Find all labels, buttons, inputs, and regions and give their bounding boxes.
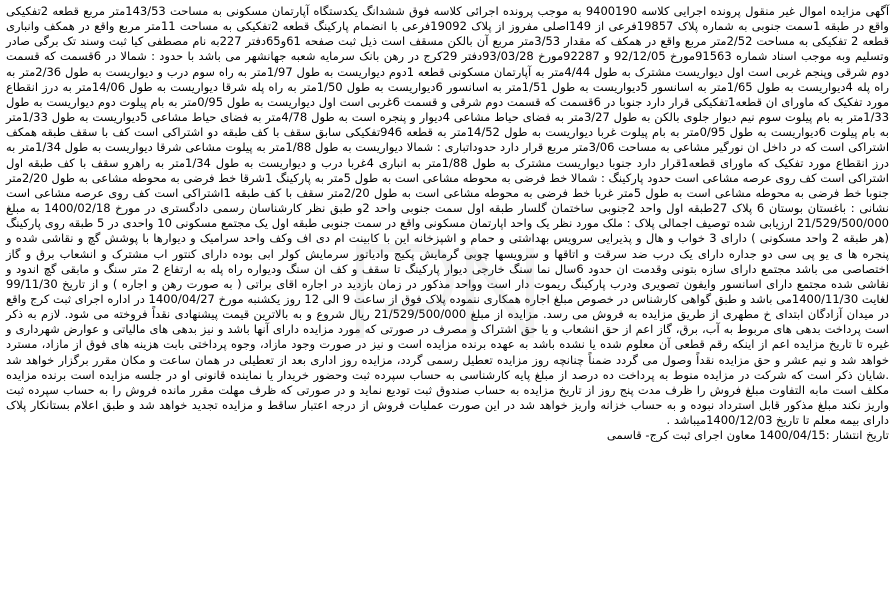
notice-footer-text: تاریخ انتشار :1400/04/15 معاون اجرای ثبت کرج- قاسمی [606, 428, 889, 443]
notice-body-text: آگهی مزایده اموال غیر منقول پرونده اجرایی کلاسه 9400190 به موجب پرونده اجرائی کلاسه فوق ششدانگ یکدستگاه آپارتمان مسکونی به مساحت 143/53متر مربع قطعه 2تفکیکی واقع در طبقه 1سمت جنوبی به شماره پلاک 19857فرعی از 149اصلی مفروز از پلاک 19092فرعی با انضمام پارکینگ قطعه 2تفکیکی به مساحت 11متر مربع واقع در همکف وانباری قطعه 2 تفکیکی به مساحت 2/52متر مربع واقع در همکف که مقدار 3/53متر مربع آن بالکن مسقف است ذیل ثبت صفحه 61و65دفتر 227به نام مصطفی کیا ثبت وسند تک برگی صادر وتسلیم وبه موجب اسناد شماره 91563مورخ 92/12/05 و 92287مورخ 93/03/28دفتر 29کرج در رهن بانک سرمایه شعبه جهانشهر می باشد با حدود : شمالا در 6قسمت که قسمت دوم شرقی وپنجم غربی است اول دیواریست مشترک به طول 4/44متر به آپارتمان مسکونی قطعه 1دوم دیواریست به طول 1/97متر به راه سوم درب و دیواریست به طول 2/36متر به راه پله 4دیواریست به طول 1/65متر به اسانسور 5دیواریست به طول 1/51متر به اسانسور 6دیواریست به طول 1/50متر به راه پله شرقا دیواریست به طول 14/06متر به درز انقطاع مورد تفکیک که ماورای ان قطعه1تفکیکی قرار دارد جنوبا در 6قسمت که قسمت دوم شرقی و قسمت 6غربی است اول دیواریست به طول 0/95متر به بام پیلوت دوم دیواریست به طول 1/33متر به بام پیلوت سوم نیم دیوار جلوی بالکن به طول 3/27متر به فضای حیاط مشاعی 4دیوار و پنجره است به طول 4/78متر به فضای حیاط مشاعی 5دیواریست به طول 1/33متر به بام پیلوت 6دیواریست به طول 0/95متر به بام پیلوت غربا دیواریست به طول 14/52متر به قطعه 946تفکیکی سابق سقف با کف طبقه دو اشتراکی است کف با سقف طبقه همکف اشتراکی است که در داخل ان نورگیر مشاعی به مساحت 3/06متر مربع قرار دارد حدوداتباری : شمالا دیواریست به طول 1/88متر به پیلوت مشاعی شرقا دیواریست به طول 1/34متر به درز انقطاع مورد تفکیک که ماورای قطعه1قرار دارد جنوبا دیواریست مشترک به طول 1/88متر به انباری 4غربا درب و دیواریست به طول 1/34متر به راهرو سقف با کف طبقه اول اشتراکی است کف روی عرصه مشاعی است حدود پارکینگ : شمالا خط فرضی به محوطه مشاعی است به طول 5متر به پارکینگ 1شرقا خط فرضی به محوطه مشاعی به طول 2/20متر جنوبا خط فرضی به محوطه مشاعی است به طول 5متر غربا خط فرضی به محوطه مشاعی است به طول 2/20متر سقف با کف طبقه 1اشتراکی است کف روی عرصه مشاعی است نشانی : باغستان بوستان 6 پلاک 27طبقه اول واحد 2جنوبی ساختمان گلسار طبقه اول سمت جنوبی واحد 2و طبق نظر کارشناسان رسمی دادگستری در مورخ 1400/02/18 به مبلغ 21/529/500/000 ارزیابی شده توصیف اجمالی پلاک : ملک مورد نظر یک واحد اپارتمان مسکونی واقع در سمت جنوبی طبقه اول یک مجتمع مسکونی 10 واحدی در 5 طبقه روی پارکینگ (هر طبقه 2 واحد مسکونی ) دارای 3 خواب و هال و پذیرایی سرویس بهداشتی و حمام و اشپزخانه این با کابینت ام دی اف وکف واحد سرامیک و دیوارها با پوشش گچ و نقاشی شده و پنجره ها ی یو پی سی دو جداره دارای یک درب ضد سرقت و اتاقها و سرویسها چوبی گرمایش پکیج وادیاتور سرمایش کولر ابی بوده دارای کنتور اب مشترک و انشعاب برق و گاز اختصاصی می باشد مجتمع دارای سازه بتونی وقدمت ان حدود 6سال نما سنگ خارجی دیوار پارکینگ تا سقف و کف ان سنگ ودیواره راه پله به ارتفاع 2 متر سنگ و مابقی گچ اندود و نقاشی شده مجتمع دارای اسانسور وایفون تصویری ودرب پارکینگ ریموت دار است وواحد مذکور در زمان بازدید در اجاره اقای براتی ( به صورت رهن و اجاره ) و از تاریخ 99/11/30 لغایت 1400/11/30می باشد و طبق گواهی کارشناس در خصوص مبلغ اجاره همکاری ننموده پلاک فوق از ساعت 9 الی 12 روز یکشنبه مورخ 1400/04/27 در اداره اجرای ثبت کرج واقع در میدان آزادگان ابتدای خ مطهری از طریق مزایده به فروش می رسد. مزایده از مبلغ 21/529/500/000 ریال شروع و به بالاترین قیمت پیشنهادی نقداً فروخته می شود. لازم به ذکر است پرداخت بدهی های مربوط به آب، برق، گاز اعم از حق انشعاب و یا حق اشتراک و مصرف در صورتی که مورد مزایده دارای آنها باشد و نیز بدهی های مالیاتی و عوارض شهرداری و غیره تا تاریخ مزایده اعم از اینکه رقم قطعی آن معلوم شده یا نشده باشد به عهده برنده مزایده است و نیز در صورت وجود مازاد، وجوه پرداختی بابت هزینه های فوق از مازاد، مسترد خواهد شد و نیم عشر و حق مزایده نقداً وصول می گردد ضمناً چنانچه روز مزایده تعطیل رسمی گردد، مزایده روز اداری بعد از تعطیلی در همان ساعت و مکان مقرر برگزار خواهد شد .شایان ذکر است که شرکت در مزایده منوط به پرداخت ده درصد از مبلغ پایه کارشناسی به حساب سپرده ثبت وحضور خریدار یا نماینده قانونی او در جلسه مزایده است برنده مزایده مکلف است مابه التفاوت مبلغ فروش را ظرف مدت پنج روز از تاریخ مزایده به حساب صندوق ثبت تودیع نماید و در صورتی که ظرف مهلت مقرر مانده فروش را به حساب سپرده ثبت واریز نکند مبلغ مذکور قابل استرداد نبوده و به حساب خزانه واریز خواهد شد در این صورت عملیات فروش از درجه اعتبار ساقط و مزایده تجدید خواهد شد و طبق اعلام بستانکار پلاک دارای بیمه معلم تا تاریخ 1400/12/03میباشد . [6, 4, 890, 428]
